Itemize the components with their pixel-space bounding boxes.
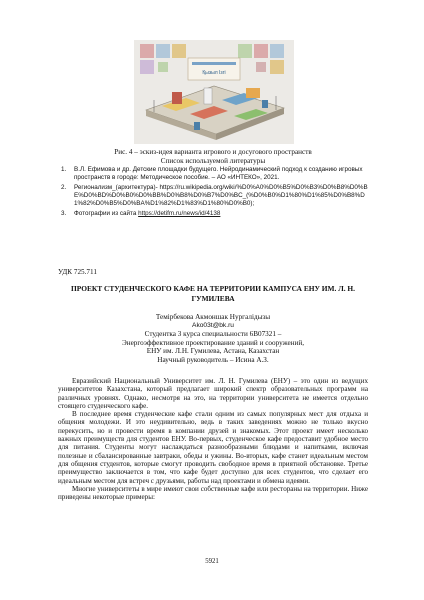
reference-link[interactable]: https://detifm.ru/news/id/4138 — [138, 210, 221, 217]
body-paragraph: В последнее время студенческие кафе стали одним из самых популярных мест для отдыха и общения молодежи. И это неудивительно, ведь в таких заведениях можно не только вкусно перекусить, но и провести время в компании друзей и знакомых. Этот проект имеет несколько важных преимуществ для студентов ЕНУ. Во-первых, студенческое кафе предоставит удобное место для питания. Студенты могут наслаждаться разнообразными блюдами и напитками, включая полезные и сбалансированные завтраки, обеды и ужины. Во-вторых, кафе станет идеальным местом для общения студентов, которые смогут проводить свободное время в приятной обстановке. Третье преимущество заключается в том, что кафе будет доступно для всех студентов, что сделает его идеальным местом для встреч с друзьями, работы над проектами и обмена идеями. — [58, 410, 368, 485]
figure-caption-block — [58, 148, 368, 166]
affiliation-line: Энергоэффективное проектирование зданий и сооружений, — [122, 338, 304, 347]
playground-sketch-image — [134, 40, 294, 144]
figure-caption: Рис. 4 – эскиз-идея варианта игрового и досугового пространств — [114, 148, 312, 156]
body-paragraph: Многие университеты в мире имеют свои собственные кафе или рестораны на территории. Ниже приведены некоторые примеры: — [58, 484, 368, 502]
reference-number: 2. — [61, 184, 67, 191]
reference-text: В.Л. Ефимова и др. Детские площадки будущего. Нейродинамический подход к созданию игровых пространств в городе: Методическое пособие. – АО «ИНТЕКО», 2021. — [74, 166, 363, 181]
affiliation-line: Студентка 3 курса специальности 6В07321 – — [144, 330, 282, 339]
author-block — [58, 313, 368, 365]
references-heading: Список используемой литературы — [160, 156, 266, 165]
references-list — [58, 166, 368, 220]
reference-number: 1. — [61, 166, 67, 173]
reference-item — [58, 166, 368, 182]
supervisor-line: Научный руководитель – Исина А.З. — [157, 355, 269, 364]
affiliation-line: ЕНУ им. Л.Н. Гумилева, Астана, Казахстан — [146, 347, 280, 356]
article-body — [58, 377, 368, 501]
author-name: Темірбекова Акмоншак Нургалідызы — [155, 313, 271, 321]
author-email[interactable]: Ako03t@bk.ru — [192, 321, 234, 329]
reference-text: Фотографии из сайта — [74, 210, 139, 217]
udk-code: УДК 725.711 — [58, 268, 97, 276]
article-title: ПРОЕКТ СТУДЕНЧЕСКОГО КАФЕ НА ТЕРРИТОРИИ КАМПУСА ЕНУ ИМ. Л. Н. ГУМИЛЕВА — [71, 284, 355, 303]
reference-text: Регионализм_(архитектура)- https://ru.wikipedia.org/wiki/%D0%A0%D0%B5%D0%B3%D0%B8%D0%BE%D0%BD%D0%B0%D0%BB%D0%B8%D0%B7%D0%BC_(%D0%B0%D1%80%D1%85%D0%B8%D1%82%D0%B5%D0%BA%D1%82%D1%83%D1%80%D0%B0); — [74, 184, 368, 207]
body-paragraph: Евразийский Национальный Университет им. Л. Н. Гумилева (ЕНУ) – это один из ведущих университетов Казахстана, который предлагает широкий спектр образовательных программ на различных уровнях. Однако, несмотря на это, на территории университета не имеется отдельно стоящего студенческого кафе. — [58, 377, 368, 410]
playground-sketch-figure — [134, 40, 294, 144]
reference-item — [58, 184, 368, 208]
reference-item — [58, 210, 368, 218]
reference-number: 3. — [61, 210, 67, 217]
page-number: 5921 — [205, 558, 219, 565]
sign-text: Қызыл Ізгі — [202, 70, 226, 76]
